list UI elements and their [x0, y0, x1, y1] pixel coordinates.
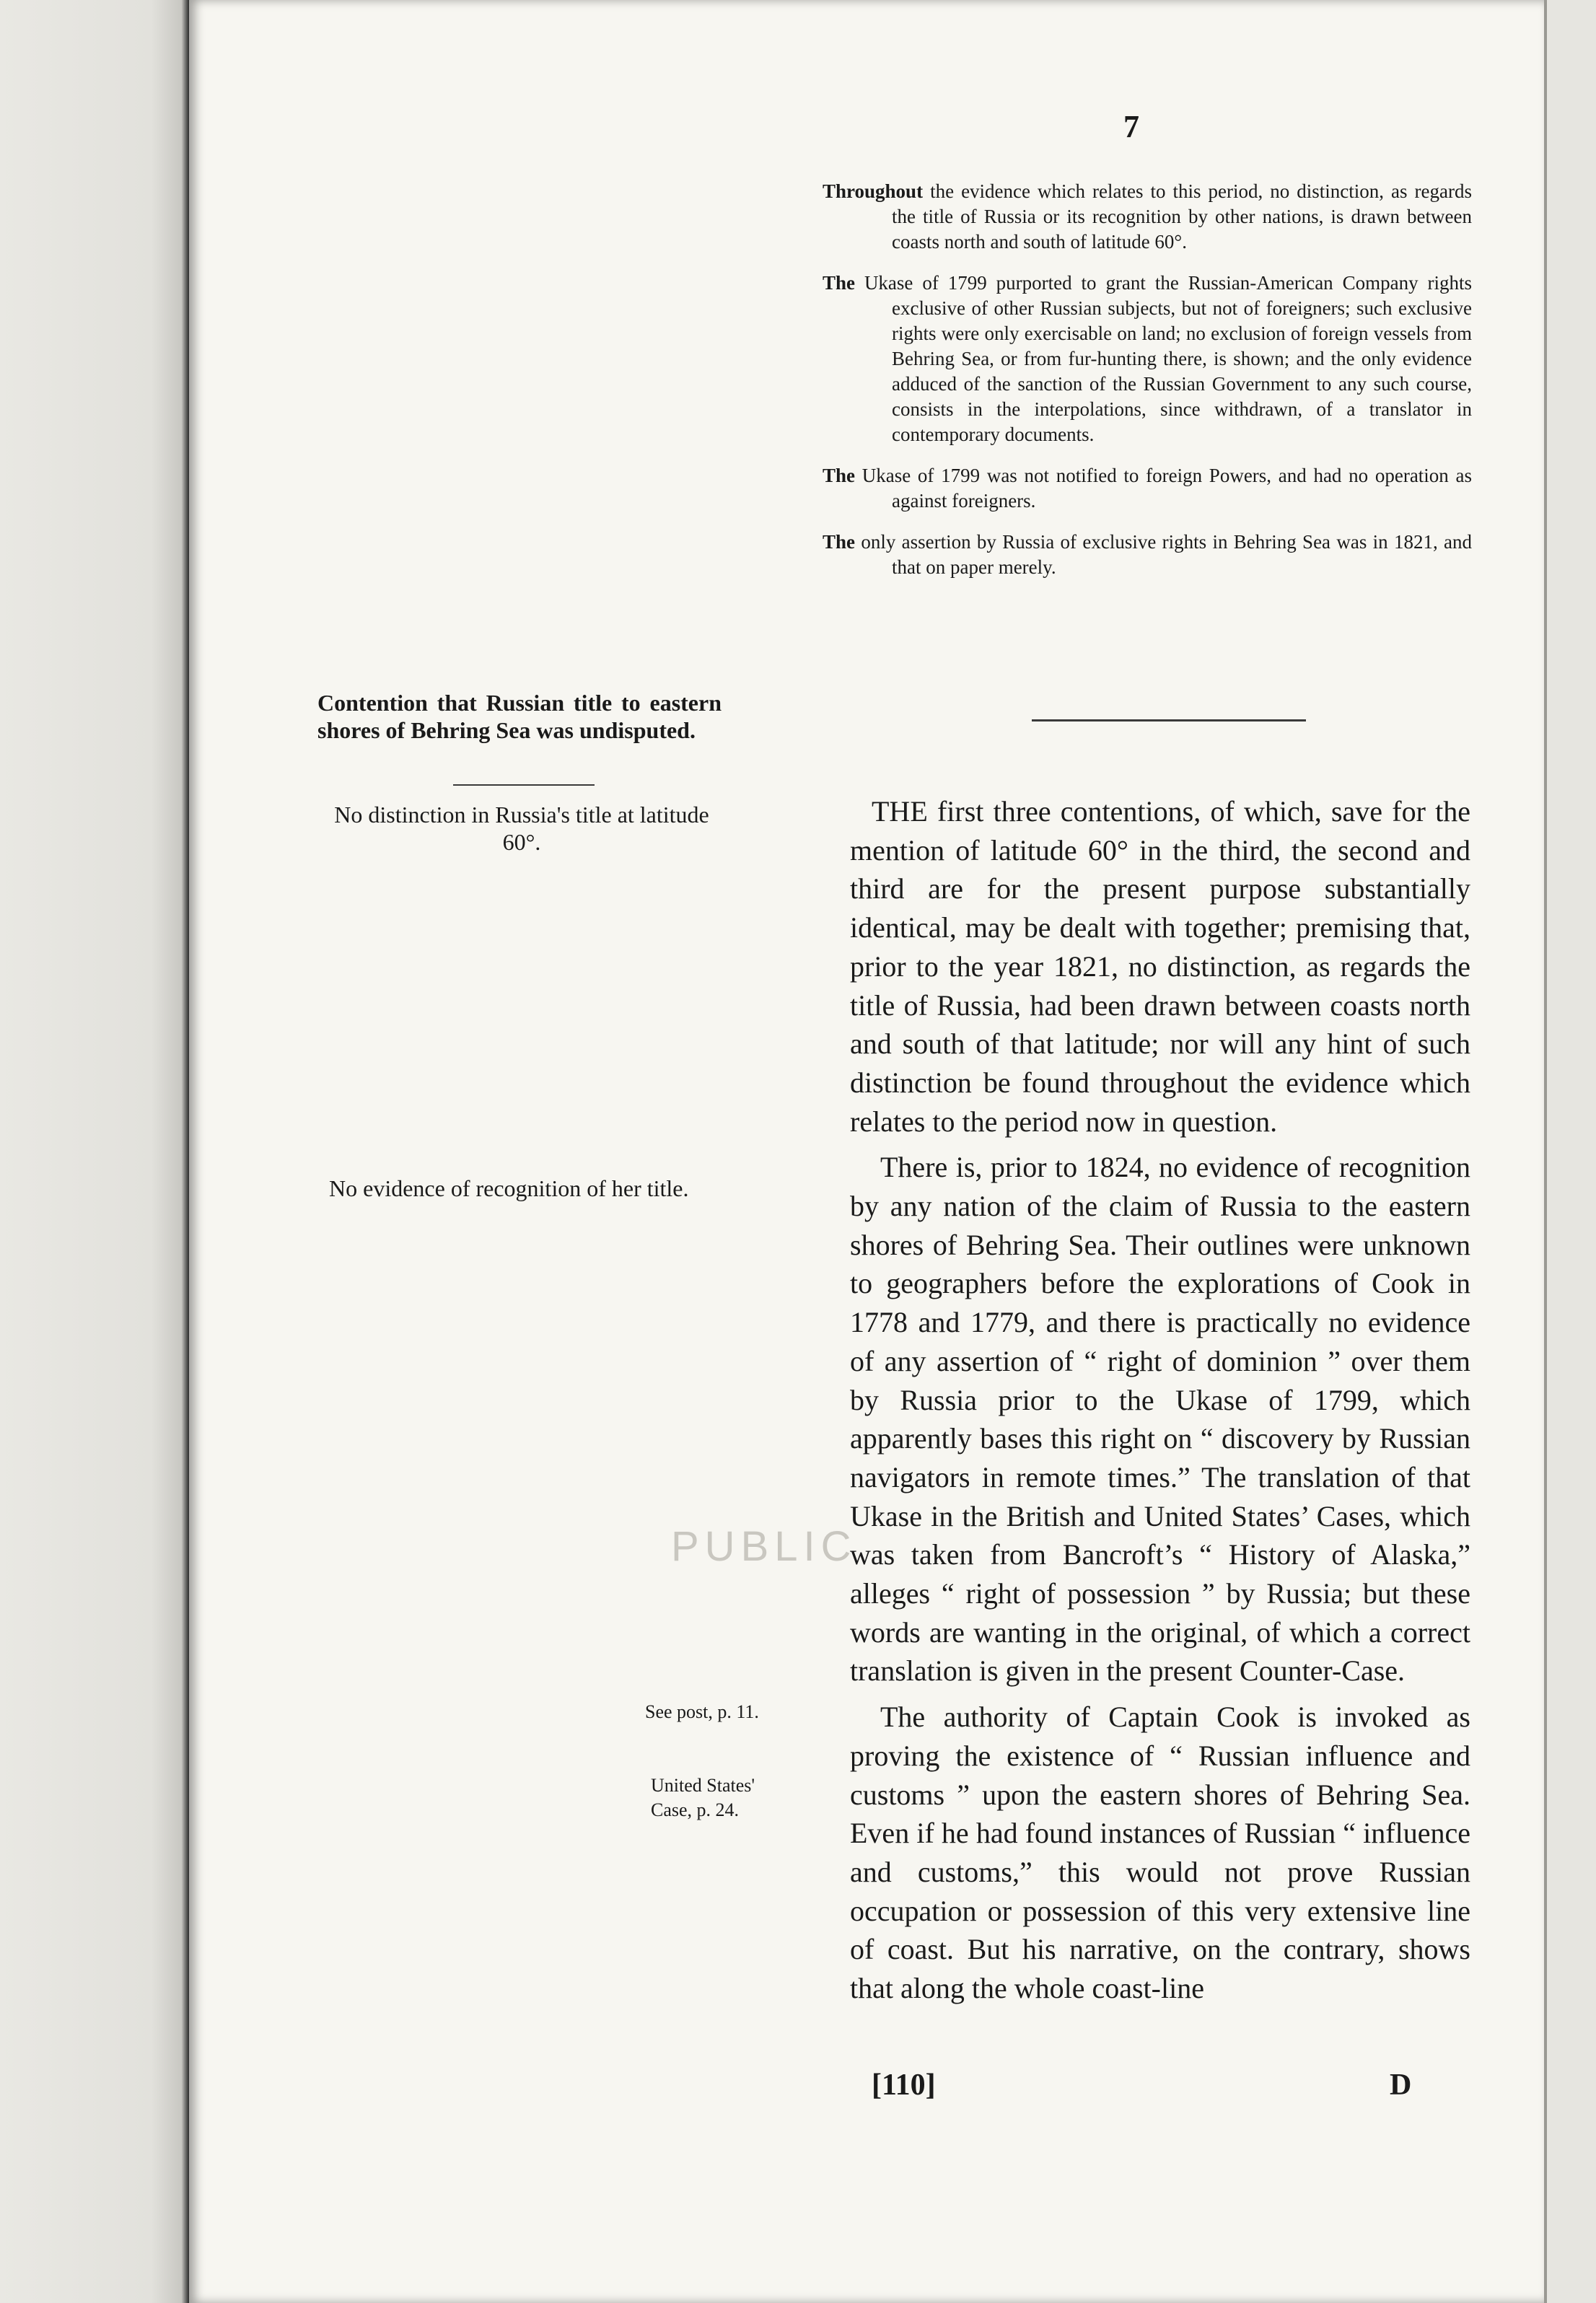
- margin-note-us-case: United States' Case, p. 24.: [651, 1775, 755, 1820]
- summary-item: The only assertion by Russia of exclusive rights in Behring Sea was in 1821, and that on paper merely.: [823, 531, 1472, 578]
- margin-note-see-post: See post, p. 11.: [645, 1701, 759, 1722]
- body-paragraph: There is, prior to 1824, no evidence of recognition by any nation of the claim of Russia to the eastern shores of Behring Sea. Their outlines were unknown to geographers before the explorations of Cook in 1778 and 1779, and there is practically no evidence of any assertion of “ right of dominion ” over them by Russia prior to the Ukase of 1799, which apparently bases this right on “ discovery by Russian navigators in remote times.” The translation of that Ukase in the British and United States’ Cases, which was taken from Bancroft’s “ History of Alaska,” alleges “ right of possession ” by Russia; but these words are wanting in the original, of which a correct translation is given in the present Counter-Case.: [850, 1151, 1470, 1688]
- page-edge: [1544, 0, 1596, 2303]
- margin-note-no-evidence: No evidence of recognition of her title.: [329, 1175, 689, 1201]
- body-text: [850, 792, 1470, 2008]
- summary-item: The Ukase of 1799 purported to grant the Russian-American Company rights exclusive of other Russian subjects, but not of foreigners; such exclusive rights were only exercisable on land; no exclusion of foreign vessels from Behring Sea, or from fur-hunting there, is shown; and the only evidence adduced of the sanction of the Russian Government to any such course, consists in the interpolations, since withdrawn, of a translator in contemporary documents.: [823, 272, 1472, 445]
- library-stamp: PUBLIC: [671, 1523, 857, 1570]
- margin-note-no-distinction: No distinction in Russia's title at latitude 60°.: [334, 802, 709, 855]
- margin-divider: [453, 784, 595, 786]
- summary-item: The Ukase of 1799 was not notified to foreign Powers, and had no operation as against foreigners.: [823, 465, 1473, 512]
- printer-signature: [110]: [872, 2069, 936, 2102]
- summary-block: [823, 179, 1472, 580]
- body-paragraph: The authority of Captain Cook is invoked as proving the existence of “ Russian influence and customs ” upon the eastern shores of Behring Sea. Even if he had found instances of Russian “ influence and customs,” this would not prove Russian occupation or possession of this very extensive line of coast. But his narrative, on the contrary, shows that along the whole coast-line: [850, 1701, 1470, 2005]
- section-divider: [1032, 719, 1306, 721]
- page-number: 7: [1123, 109, 1139, 144]
- summary-item: Throughout the evidence which relates to this period, no distinction, as regards the title of Russia or its recognition by other nations, is drawn between coasts north and south of latitude 60°.: [823, 180, 1473, 253]
- gathering-letter: D: [1390, 2069, 1412, 2102]
- book-spine: [0, 0, 189, 2303]
- body-paragraph: THE first three contentions, of which, save for the mention of latitude 60° in the third, the second and third are for the present purpose substantially identical, may be dealt with together; premising that, prior to the year 1821, no distinction, as regards the title of Russia, had been drawn between coasts north and south of that latitude; nor will any hint of such distinction be found throughout the evidence which relates to the period now in question.: [850, 795, 1470, 1138]
- margin-note-contention: Contention that Russian title to eastern shores of Behring Sea was undisputed.: [317, 690, 722, 743]
